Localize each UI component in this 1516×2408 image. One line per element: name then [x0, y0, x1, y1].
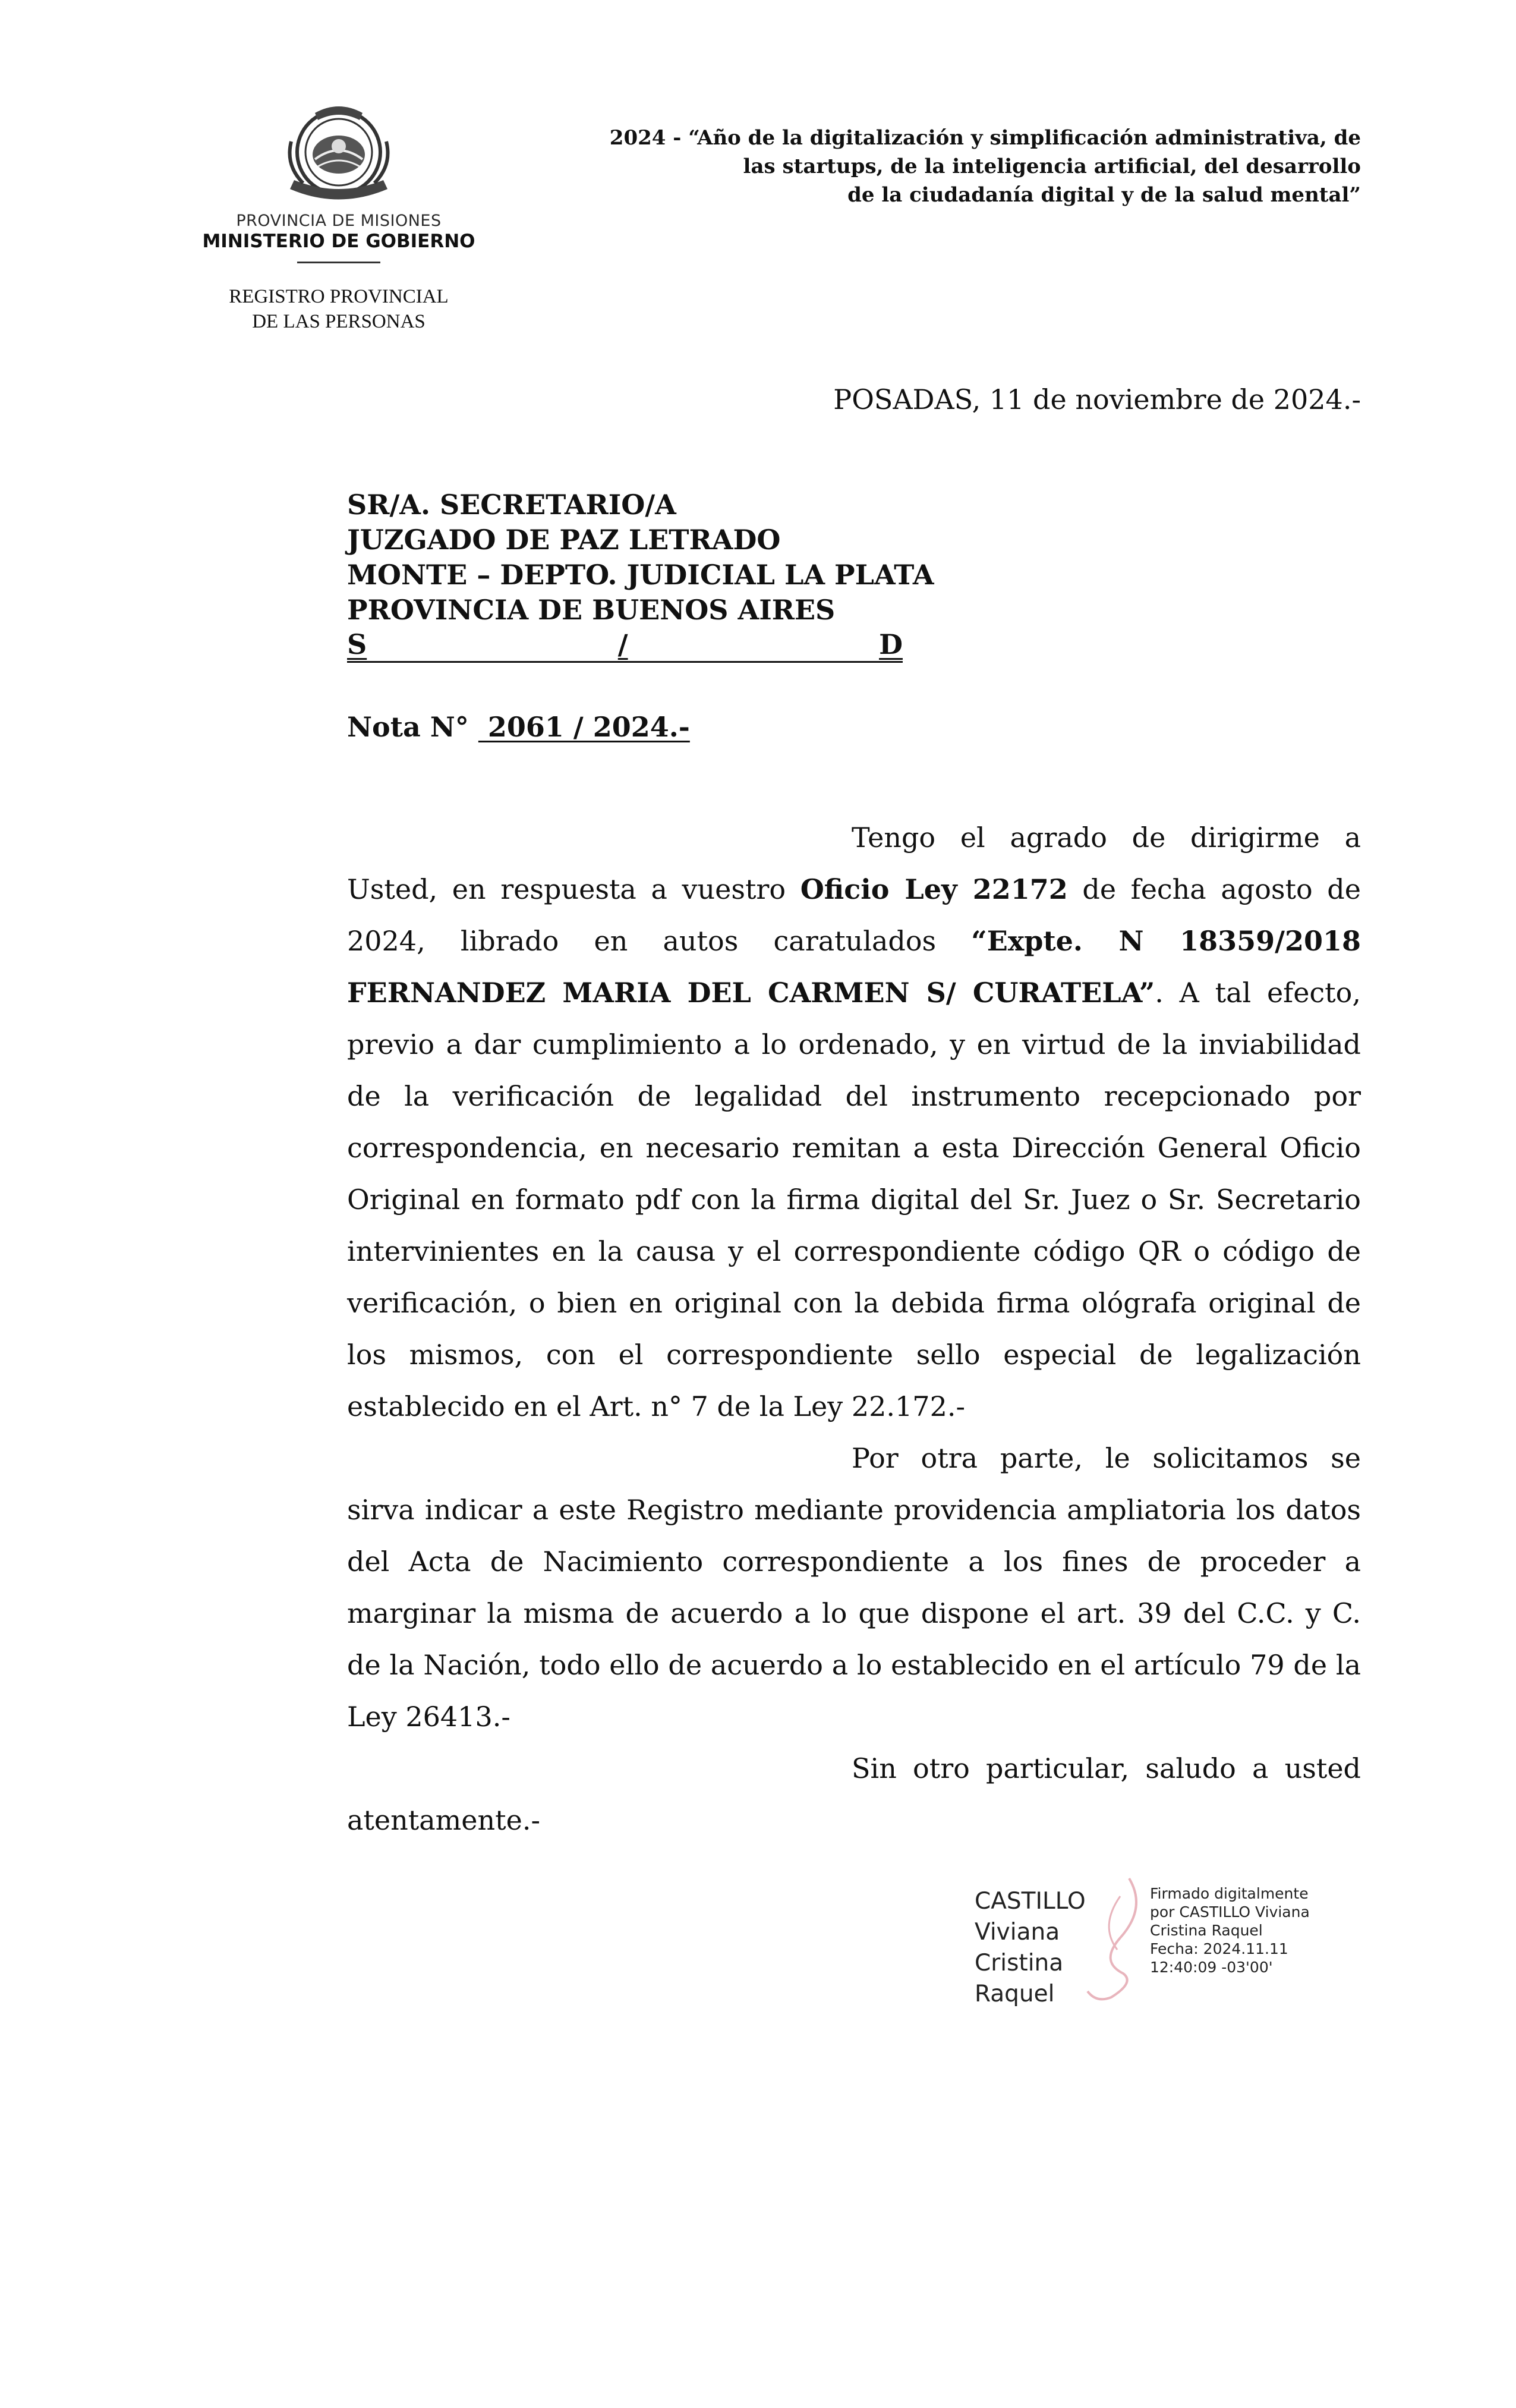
- sd-slash: /: [617, 628, 628, 660]
- body-paragraph-1: [347, 812, 1361, 1433]
- signer-name-line: CASTILLO: [975, 1888, 1086, 1915]
- addressee-line: JUZGADO DE PAZ LETRADO: [347, 524, 781, 556]
- sd-line: [347, 628, 903, 663]
- sd-s: S: [347, 628, 367, 660]
- motto-line: de la ciudadanía digital y de la salud mental”: [847, 183, 1361, 207]
- ministry-name: MINISTERIO DE GOBIERNO: [202, 231, 475, 252]
- motto-line: las startups, de la inteligencia artificial, del desarrollo: [743, 155, 1361, 178]
- sd-d: D: [879, 628, 903, 660]
- letter-date: POSADAS, 11 de noviembre de 2024.-: [833, 383, 1361, 416]
- note-value: 2061 / 2024.-: [478, 711, 690, 743]
- addressee-line: PROVINCIA DE BUENOS AIRES: [347, 594, 836, 626]
- body-paragraph-2: Por otra parte, le solicitamos se sirva indicar a este Registro mediante providencia ampliatoria los datos del Acta de Nacimiento correspondiente a los fines de proceder a marginar la misma de acuerdo a lo que dispone el art. 39 del C.C. y C. de la Nación, todo ello de acuerdo a lo establecido en el artículo 79 de la Ley 26413.-: [347, 1442, 1361, 1733]
- note-number: [347, 711, 690, 743]
- body-bold-text: “Expte. N 18359/2018 FERNANDEZ MARIA DEL CARMEN S/ CURATELA”: [347, 925, 1361, 1009]
- signature-info-line: Cristina Raquel: [1150, 1922, 1263, 1939]
- digital-signature-info: [1150, 1884, 1352, 1976]
- note-label: Nota N°: [347, 711, 469, 743]
- signature-info-line: por CASTILLO Viviana: [1150, 1903, 1310, 1921]
- registry-line: DE LAS PERSONAS: [252, 311, 426, 332]
- motto-line: 2024 - “Año de la digitalización y simplificación administrativa, de: [609, 126, 1361, 150]
- signature-info-line: Firmado digitalmente: [1150, 1885, 1309, 1902]
- registry-line: REGISTRO PROVINCIAL: [229, 286, 449, 307]
- letter-body: [347, 812, 1361, 1846]
- province-name: PROVINCIA DE MISIONES: [236, 212, 442, 230]
- body-paragraph-3: Sin otro particular, saludo a usted atentamente.-: [347, 1752, 1361, 1836]
- signer-name-line: Viviana Cristina: [975, 1919, 1064, 1976]
- addressee-line: MONTE – DEPTO. JUDICIAL LA PLATA: [347, 559, 934, 591]
- body-bold-text: Oficio Ley 22172: [800, 873, 1068, 905]
- province-seal-logo: [279, 100, 398, 213]
- signature-mark-icon: [1064, 1872, 1153, 2003]
- body-text: . A tal efecto, previo a dar cumplimiento a lo ordenado, y en virtud de la inviabilidad de la verificación de legalidad del instrumento recepcionado por correspondencia, en necesario remitan a esta Dirección General Oficio Original en formato pdf con la firma digital del Sr. Juez o Sr. Secretario intervinientes en la causa y el correspondiente código QR o código de verificación, o bien en original con la debida firma ológrafa original de los mismos, con el correspondiente sello especial de legalización establecido en el Art. n° 7 de la Ley 22.172.-: [347, 977, 1361, 1422]
- signature-info-line: Fecha: 2024.11.11: [1150, 1940, 1288, 1957]
- registry-name: [202, 284, 475, 334]
- header-divider: [297, 262, 380, 263]
- addressee-line: SR/A. SECRETARIO/A: [347, 489, 676, 521]
- signature-info-line: 12:40:09 -03'00': [1150, 1959, 1273, 1976]
- year-motto: [452, 124, 1361, 209]
- body-text: Tengo el agrado de dirigirme a Usted, en respuesta a vuestro: [347, 821, 1361, 905]
- signer-name-line: Raquel: [975, 1981, 1055, 2007]
- addressee-block: [347, 487, 1298, 663]
- body-text: de fecha agosto de 2024, librado en autos caratulados: [347, 873, 1361, 957]
